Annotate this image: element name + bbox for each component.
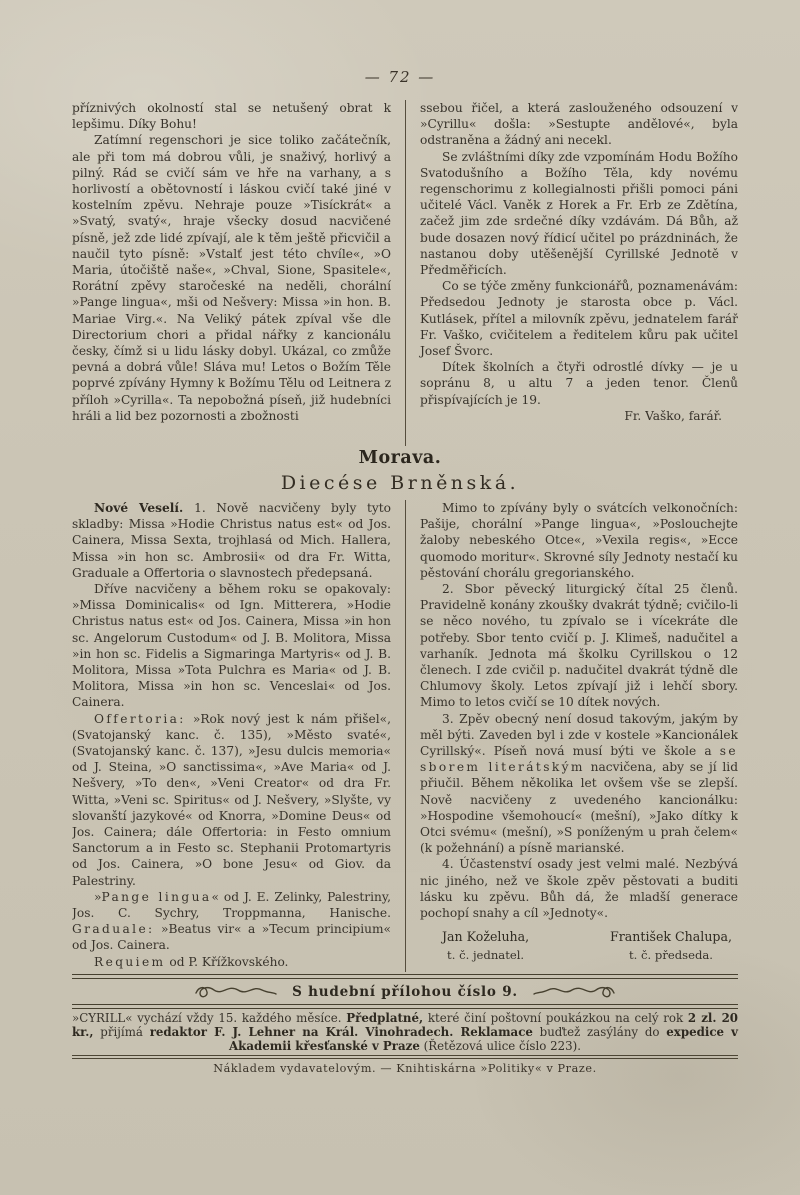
- supplement-banner-label: S hudební přílohou číslo 9.: [292, 984, 518, 1000]
- section2-right-text: [420, 500, 738, 921]
- section-subheading-diecese-brnenska: Diecése Brněnská.: [280, 472, 520, 494]
- section1-column-left: [72, 100, 405, 446]
- paragraph: ssebou řičel, a která zaslouženého odsouzení v »Cyrillu« došla: »Sestupte andělové«, byla odstraněna a žádný ani necekl.: [420, 101, 738, 148]
- paragraph: Fr. Vaško, farář.: [624, 408, 722, 423]
- paragraph: 3. Zpěv obecný není dosud takovým, jakým by měl býti. Zaveden byl i zde v kostele »Kancionálek Cyrillský«. Píseň nová musí býti ve škole a se sborem literátským nacvičena, aby se jí lid přiučil. Během několika let ovšem vše se zlepší. Nově nacvičeny z uvedeného kancionálku: »Hospodine všemohoucí« (mešní), »Jako dítky k Otci svému« (mešní), »S poníženým u prah čelem« (k požehnání) a písně marianské.: [420, 711, 738, 856]
- paragraph: Dříve nacvičeny a během roku se opakovaly: »Missa Dominicalis« od Ign. Mitterera, »Hodie Christus natus est« od Jos. Cainera, Missa »in hon sc. Angelorum Custodum« od J. B. Molitora, Missa »in hon sc. Fidelis a Sigmaringa Martyris« od J. B. Molitora, Missa »Tota Pulchra es Maria« od J. B. Molitora, Missa »in hon sc. Venceslai« od Jos. Cainera.: [72, 582, 391, 710]
- signature-jednatel: [442, 929, 529, 963]
- flourish-swash-right-icon: [530, 984, 618, 1000]
- signature-role: t. č. předseda.: [629, 948, 713, 963]
- signatures: [420, 921, 738, 963]
- section-parish-report: [72, 100, 738, 446]
- section-heading-morava: Morava.: [358, 448, 442, 468]
- signature-name: František Chalupa,: [610, 929, 732, 945]
- paragraph: 2. Sbor pěvecký liturgický čítal 25 členů. Pravidelně konány zkoušky dvakrát týdně; cvičilo-li se něco nového, tu zpívalo se i vícekráte dle potřeby. Sbor tento cvičí p. J. Klimeš, nadučitel a varhaník. Jednota má školku Cyrillskou o 12 členech. I zde cvičil p. nadučitel dvakrát týdně dle Chlumovy školy. Letos zpívají již i lehčí sbory. Mimo to letos cvičí se 10 dítek nových.: [420, 582, 738, 710]
- section1-column-right: [405, 100, 738, 446]
- signature-predseda: [610, 929, 732, 963]
- paragraph: Mimo to zpívány byly o svátcích velkonočních: Pašije, chorální »Pange lingua«, »Poslouchejte žaloby nebeského Otce«, »Vexila regis«, »Ecce quomodo moritur«. Skrovné síly Jednoty nestačí ku pěstování chorálu gregorianského.: [420, 501, 738, 580]
- divider-double-rule-top: [72, 974, 738, 979]
- paragraph: Nové Veselí. 1. Nově nacvičeny byly tyto skladby: Missa »Hodie Christus natus est« od Jos. Cainera, Missa Sexta, trojhlasá od Mich. Hallera, Missa »in hon sc. Ambrosii« od dra Fr. Witta, Graduale a Offertoria o slavnostech předepsaná.: [72, 501, 391, 580]
- paragraph: Offertoria: »Rok nový jest k nám přišel«, (Svatojanský kanc. č. 135), »Město svaté«, (Svatojanský kanc. č. 137), »Jesu dulcis memoria« od J. Steina, »O sanctissima«, »Ave Maria« od J. Nešvery, »To den«, »Veni Creator« od dra Fr. Witta, »Veni sc. Spiritus« od J. Nešvery, »Slyšte, vy slovanští jazykové« od Knorra, »Domine Deus« od Jos. Cainera; dále Offertoria: in Festo omnium Sanctorum a in Festo sc. Stephanii Protomartyris od Jos. Cainera, »O bone Jesu« od Giov. da Palestriny.: [72, 711, 391, 888]
- divider-thin-rule: [72, 1055, 738, 1059]
- signature-role: t. č. jednatel.: [447, 948, 525, 963]
- signature-name: Jan Koželuha,: [442, 929, 530, 945]
- colophon: Nákladem vydavatelovým. — Knihtiskárna »Politiky« v Praze.: [213, 1062, 597, 1075]
- paragraph: Se zvláštními díky zde vzpomínám Hodu Božího Svatodušního a Božího Těla, kdy novému regenschorimu z kollegialnosti přišli pomoci páni učitelé Václ. Vaněk z Horek a Fr. Erb ze Zdětína, začež jim zde srdečné díky vzdávám. Dá Bůh, až bude dosazen nový řídicí učitel po prázdninách, že nastanou doby utěšenější Cyrillské Jednotě v Předměřicích.: [420, 149, 738, 278]
- paragraph: Requiem od P. Křížkovského.: [94, 954, 289, 969]
- section2-column-right: [405, 500, 738, 972]
- section2-column-left: [72, 500, 405, 972]
- divider-double-rule-bottom: [72, 1004, 738, 1009]
- paragraph: 4. Účastenství osady jest velmi malé. Nezbývá nic jiného, než ve škole zpěv pěstovati a buditi lásku ku zpěvu. Bůh dá, že mladší generace pochopí snahy a cíl »Jednoty«.: [420, 857, 738, 921]
- subscription-notice: [72, 1011, 738, 1053]
- paragraph: »CYRILL« vychází vždy 15. každého měsíce. Předplatné, které činí poštovní poukázkou na celý rok 2 zl. 20 kr., přijímá redaktor F. J. Lehner na Král. Vinohradech. Reklamace buďtež zasýlány do expedice v Akademii křesťanské v Praze (Řetězová ulice číslo 223).: [72, 1011, 738, 1053]
- flourish-swash-left-icon: [192, 984, 280, 1000]
- section-nove-veseli: [72, 500, 738, 972]
- supplement-banner: [72, 981, 738, 1003]
- paragraph: příznivých okolností stal se netušený obrat k lepšimu. Díky Bohu!: [72, 101, 391, 132]
- page-number: — 72 —: [364, 68, 436, 86]
- paragraph: Zatímní regenschori je sice toliko začátečník, ale při tom má dobrou vůli, je snaživý, horlivý a pilný. Rád se cvičí sám ve hře na varhany, a s horlivostí a obětovností i láskou cvičí také jiné v kostelním zpěvu. Nehraje pouze »Tisíckrát« a »Svatý, svatý«, hraje všecky dosud nacvičené písně, jež zde lidé zpívají, ale k těm ještě přicvičil a naučil tyto písně: »Vstalť jest této chvíle«, »O Maria, útočiště naše«, »Chval, Sione, Spasitele«, Rorátní zpěvy staročeské na neděli, chorální »Pange lingua«, mši od Nešvery: Missa »in hon. B. Mariae Virg.«. Na Veliký pátek zpíval vše dle Directorium chori a přidal nářky z kancionálu česky, čímž si u lidu lásky dobyl. Ukázal, co zmůže pevná a dobrá vůle! Sláva mu! Letos o Božím Těle poprvé zpívány Hymny k Božímu Tělu od Leitnera z příloh »Cyrilla«. Ta nepobožná píseň, již hudebníci hráli a lid bez pozornosti a zbožnosti: [72, 133, 391, 423]
- paragraph: Dítek školních a čtyři odrostlé dívky — je u sopránu 8, u altu 7 a jeden tenor. Členů přispívajících je 19.: [420, 360, 738, 407]
- paragraph: Co se týče změny funkcionářů, poznamenávám: Předsedou Jednoty je starosta obce p. Václ. Kutlásek, přítel a milovník zpěvu, jednatelem farář Fr. Vaško, cvičitelem a ředitelem kůru pak učitel Josef Švorc.: [420, 279, 738, 359]
- paragraph: »Pange lingua« od J. E. Zelinky, Palestriny, Jos. C. Sychry, Troppmanna, Hanische. Graduale: »Beatus vir« a »Tecum principium« od Jos. Cainera.: [72, 889, 391, 953]
